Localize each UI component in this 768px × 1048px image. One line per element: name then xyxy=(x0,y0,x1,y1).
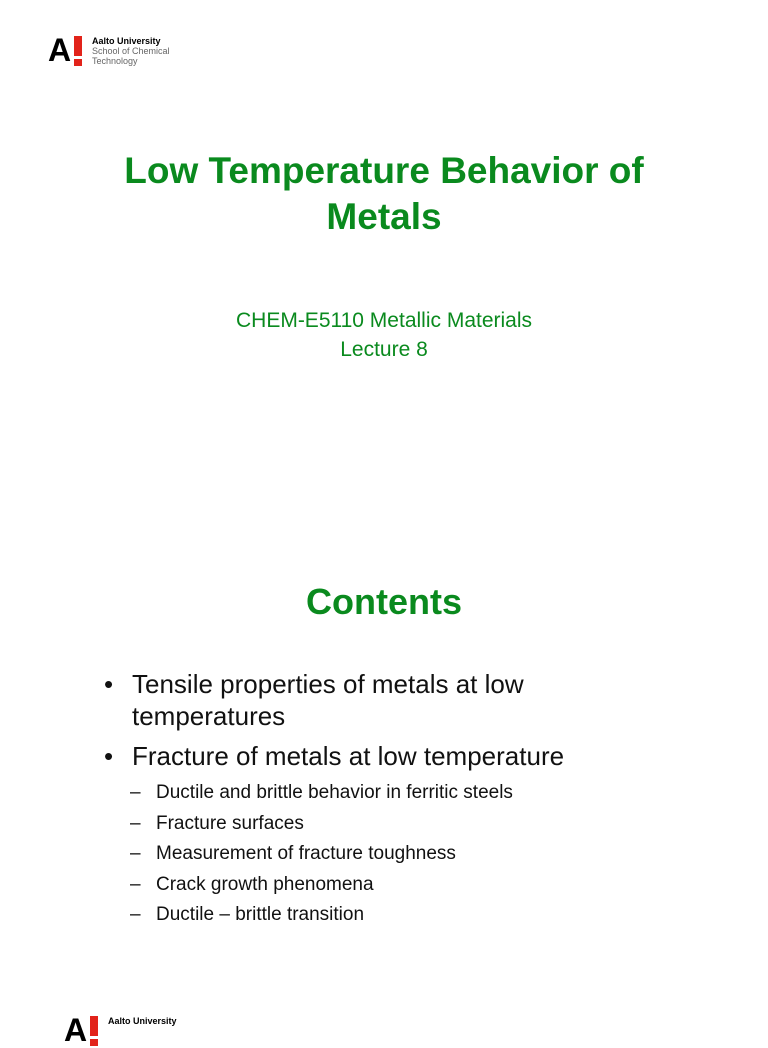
bullet-icon: • xyxy=(104,741,114,771)
bullet-item xyxy=(104,668,704,732)
slide-title-text xyxy=(60,148,708,240)
sub-item-text: Measurement of fracture toughness xyxy=(156,843,456,864)
dash-icon: – xyxy=(130,904,141,925)
course-name: CHEM-E5110 Metallic Materials xyxy=(235,309,533,332)
title-line-2: Metals xyxy=(326,196,442,237)
aalto-logo-mark xyxy=(48,32,90,68)
sub-item-text: Fracture surfaces xyxy=(156,812,304,834)
bullet-icon: • xyxy=(104,669,114,699)
dash-icon: – xyxy=(130,812,141,834)
logo-text xyxy=(108,1016,177,1026)
title-line-1: Low Temperature Behavior of xyxy=(124,150,644,191)
bullet-text-line: Tensile properties of metals at low xyxy=(132,669,524,699)
lecture-number: Lecture 8 xyxy=(340,338,428,361)
dash-icon: – xyxy=(130,843,141,864)
bullet-text-line: temperatures xyxy=(132,701,286,731)
logo-letter-a: A xyxy=(64,1012,88,1048)
logo-text xyxy=(92,36,170,66)
exclamation-icon xyxy=(72,36,84,66)
sub-item xyxy=(104,778,704,809)
dash-icon: – xyxy=(130,873,141,895)
exclamation-icon xyxy=(88,1016,100,1046)
bullet-item xyxy=(104,740,704,772)
sub-item xyxy=(104,870,704,901)
sub-item xyxy=(104,809,704,840)
aalto-logo-mark xyxy=(64,1012,106,1048)
sub-list xyxy=(104,778,704,931)
aalto-logo xyxy=(48,32,170,68)
sub-item xyxy=(104,900,704,931)
sub-item-text: Ductile and brittle behavior in ferritic steels xyxy=(156,782,513,803)
sub-item-text: Crack growth phenomena xyxy=(156,873,374,895)
sub-item xyxy=(104,839,704,870)
slide-contents xyxy=(0,540,768,1048)
bullet-text-line: Fracture of metals at low temperature xyxy=(132,741,565,771)
logo-university: Aalto University xyxy=(92,36,161,46)
logo-school: School of Chemical xyxy=(92,46,170,56)
course-info xyxy=(84,306,684,364)
contents-heading: Contents xyxy=(306,581,462,622)
dash-icon: – xyxy=(130,782,141,803)
aalto-logo-footer xyxy=(64,1012,177,1048)
contents-list xyxy=(104,668,704,931)
logo-technology: Technology xyxy=(92,56,138,66)
logo-letter-a: A xyxy=(48,32,72,68)
logo-university: Aalto University xyxy=(108,1016,177,1026)
sub-item-text: Ductile – brittle transition xyxy=(156,904,365,925)
